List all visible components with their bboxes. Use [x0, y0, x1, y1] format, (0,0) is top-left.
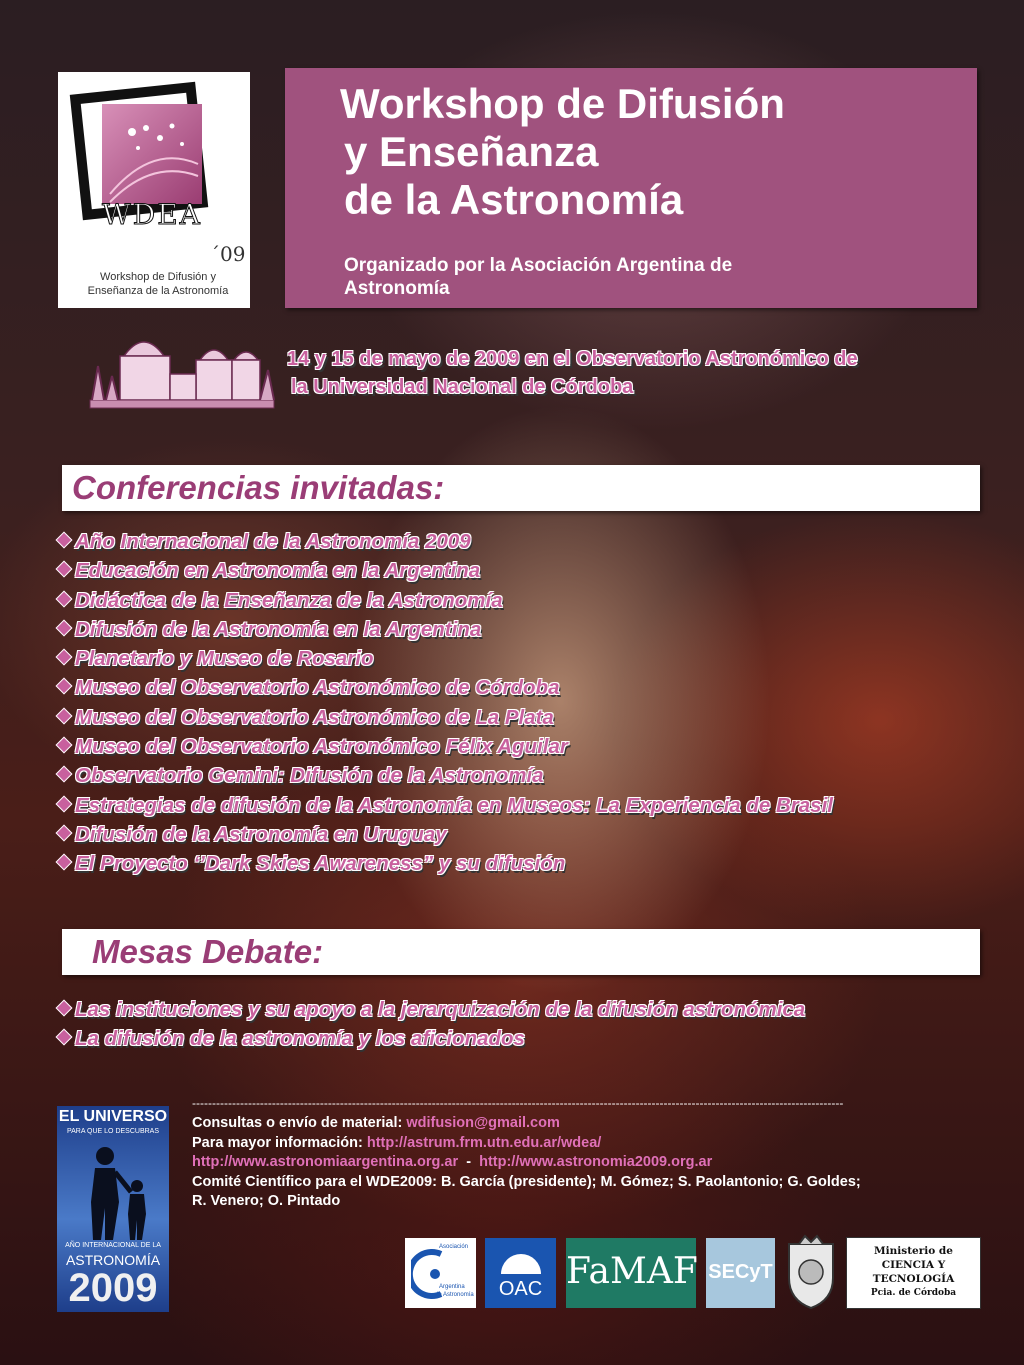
list-item: Museo del Observatorio Astronómico Félix Aguilar [58, 732, 833, 761]
ministerio-line1: Ministerio de [874, 1245, 953, 1257]
conferencias-heading: Conferencias invitadas: [72, 469, 445, 506]
aaa-line2: Argentina [439, 1284, 465, 1290]
mesas-banner [62, 929, 980, 975]
universo-line2: PARA QUE LO DESCUBRAS [66, 1128, 160, 1135]
diamond-bullet-icon [56, 707, 73, 724]
logo-star-field [102, 104, 202, 204]
diamond-bullet-icon [56, 766, 73, 783]
title-line1: Workshop de Difusión [340, 80, 785, 127]
divider-line: ------------------------------------------------------------------------------------------------------------------------------------------------------------------- [192, 1096, 844, 1110]
astronomia2009-url-link[interactable]: http://www.astronomia2009.org.ar [479, 1154, 713, 1170]
diamond-bullet-icon [56, 590, 73, 607]
organizer [344, 254, 732, 300]
list-item: Año Internacional de la Astronomía 2009 [58, 527, 833, 556]
list-item: Difusión de la Astronomía en la Argentina [58, 615, 833, 644]
aaa-logo [405, 1238, 476, 1308]
logo-caption-line1: Workshop de Difusión y [100, 271, 216, 283]
aaa-line3: de Astronomía [435, 1292, 474, 1298]
list-item: Difusión de la Astronomía en Uruguay [58, 820, 833, 849]
list-item: Las instituciones y su apoyo a la jerarquización de la difusión astronómica [58, 995, 805, 1024]
diamond-bullet-icon [56, 1000, 73, 1017]
diamond-bullet-icon [56, 795, 73, 812]
parent-child-silhouette-icon [67, 1142, 159, 1242]
logo-year: ´09 [210, 242, 246, 266]
list-item: Didáctica de la Enseñanza de la Astronomía [58, 586, 833, 615]
observatory-illustration [84, 326, 280, 410]
mesas-heading: Mesas Debate: [92, 933, 324, 970]
ministerio-line2: CIENCIA Y [881, 1259, 946, 1271]
conferencias-list [58, 527, 833, 879]
universo-line3: AÑO INTERNACIONAL DE LA [65, 1242, 161, 1249]
title-panel [285, 68, 977, 308]
contact-info [192, 1114, 992, 1212]
diamond-bullet-icon [56, 532, 73, 549]
diamond-bullet-icon [56, 619, 73, 636]
list-item: Museo del Observatorio Astronómico de La Plata [58, 703, 833, 732]
urls-line [192, 1153, 992, 1173]
constellation-icon [102, 104, 202, 204]
diamond-bullet-icon [56, 737, 73, 754]
wdea-url-link[interactable]: http://astrum.frm.utn.edu.ar/wdea/ [366, 1134, 602, 1151]
list-item: Museo del Observatorio Astronómico de Córdoba [58, 673, 833, 702]
famaf-logo: FaMAF [566, 1238, 696, 1308]
ministerio-line4: Pcia. de Córdoba [870, 1288, 957, 1298]
committee-line1: Comité Científico para el WDE2009: B. García (presidente); M. Gómez; S. Paolantonio; G. Goldes; [192, 1173, 861, 1190]
event-date-line1: 14 y 15 de mayo de 2009 en el Observatorio Astronómico de [287, 348, 858, 370]
list-item: Educación en Astronomía en la Argentina [58, 556, 833, 585]
iya2009-logo [57, 1106, 169, 1312]
aaa-line1: Asociación [439, 1244, 469, 1250]
list-item: Planetario y Museo de Rosario [58, 644, 833, 673]
event-date [287, 345, 858, 401]
universo-line4: ASTRONOMÍA [65, 1252, 161, 1268]
list-item: La difusión de la astronomía y los aficionados [58, 1024, 805, 1053]
url-separator: - [458, 1154, 480, 1170]
list-item: Estrategias de difusión de la Astronomía en Museos: La Experiencia de Brasil [58, 791, 833, 820]
committee-line2: R. Venero; O. Pintado [192, 1193, 341, 1209]
diamond-bullet-icon [56, 824, 73, 841]
aaa-url-link[interactable]: http://www.astronomiaargentina.org.ar [192, 1154, 459, 1170]
email-link[interactable]: wdifusion@gmail.com [406, 1115, 560, 1131]
universo-line5: 2009 [68, 1266, 158, 1310]
diamond-bullet-icon [56, 649, 73, 666]
diamond-bullet-icon [56, 1029, 73, 1046]
organizer-line2: Astronomía [344, 278, 450, 299]
logo-letters: WDEA [102, 198, 202, 231]
unc-crest-icon [781, 1234, 841, 1310]
universo-line1: EL UNIVERSO [58, 1108, 168, 1125]
consultas-label: Consultas o envío de material: [192, 1115, 407, 1131]
logo-caption [78, 270, 238, 298]
wdea-logo [58, 72, 250, 308]
more-info-label: Para mayor información: [192, 1134, 367, 1151]
list-item: El Proyecto ‘’Dark Skies Awareness” y su difusión [58, 849, 833, 878]
consultas-line [192, 1114, 992, 1134]
logo-caption-line2: Enseñanza de la Astronomía [87, 285, 229, 297]
workshop-title [340, 80, 785, 224]
conferencias-banner [62, 465, 980, 511]
event-date-line2: la Universidad Nacional de Córdoba [291, 376, 634, 398]
diamond-bullet-icon [56, 561, 73, 578]
title-line3: de la Astronomía [344, 176, 684, 223]
title-line2: y Enseñanza [344, 128, 599, 175]
diamond-bullet-icon [56, 854, 73, 871]
diamond-bullet-icon [56, 678, 73, 695]
more-info-line [192, 1134, 992, 1154]
oac-label: OAC [498, 1278, 543, 1300]
dome-icon [499, 1244, 543, 1274]
ministerio-line3: TECNOLOGÍA [872, 1273, 955, 1285]
mesas-list [58, 995, 805, 1054]
organizer-line1: Organizado por la Asociación Argentina de [344, 255, 733, 276]
oac-logo [485, 1238, 556, 1308]
secyt-logo: SECyT [706, 1238, 775, 1308]
list-item: Observatorio Gemini: Difusión de la Astronomía [58, 761, 833, 790]
ministerio-logo [846, 1237, 981, 1309]
